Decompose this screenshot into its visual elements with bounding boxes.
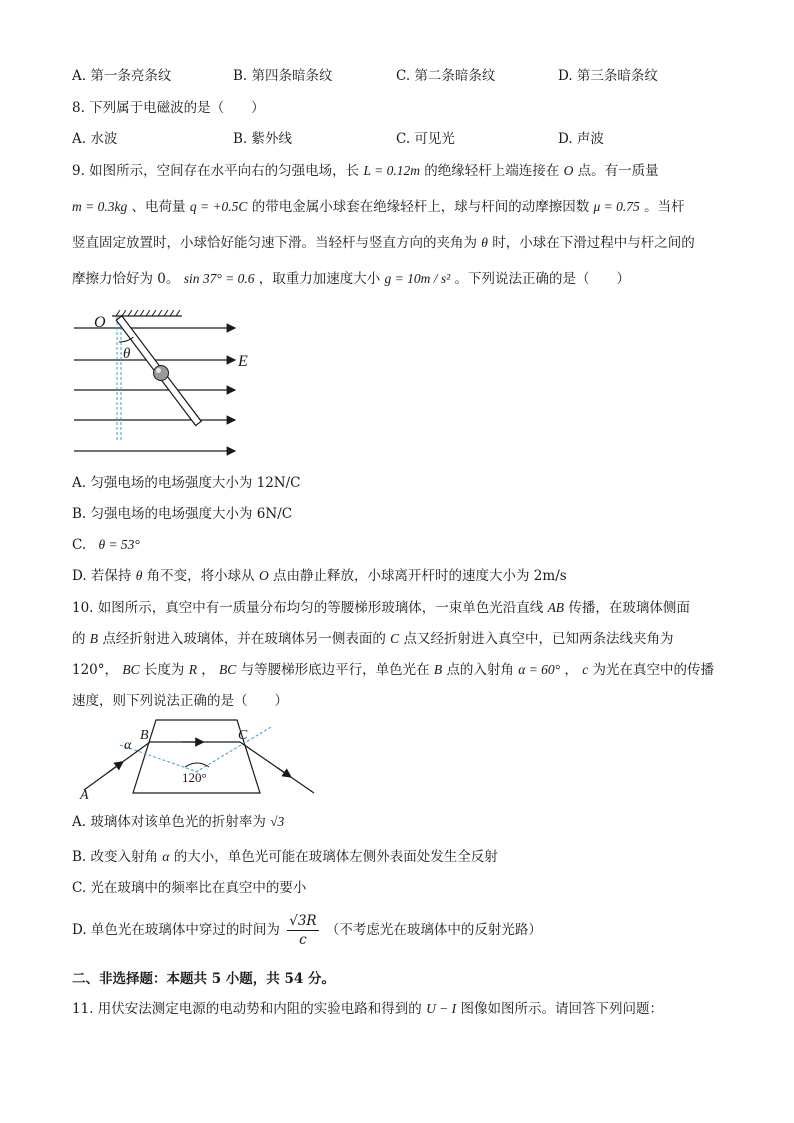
q9-text: 。下列说法正确的是（ ） (454, 271, 631, 287)
q8-stem: 8. 下列属于电磁波的是（ ） (72, 100, 265, 116)
q10-text: 与等腰梯形底边平行，单色光在 (240, 662, 430, 678)
label-o: O (94, 314, 106, 331)
q9-figure (72, 305, 272, 460)
label-120: 120° (182, 770, 207, 785)
q10-r: R (188, 662, 197, 677)
q9-text: ，取重力加速度大小 (258, 271, 381, 287)
normal-c (196, 727, 271, 772)
ceiling-hatch (116, 310, 180, 316)
q10-text: 传播，在玻璃体侧面 (568, 600, 690, 616)
q9-gravity-formula: g = 10m / s² (384, 271, 451, 286)
q9-charge-formula: q = +0.5C (189, 199, 248, 214)
q9-option-b: B. 匀强电场的电场强度大小为 6N/C (72, 506, 293, 522)
q10-text: 点又经折射进入真空中，已知两条法线夹角为 (403, 631, 674, 647)
q10-segment-bc: BC (122, 662, 140, 677)
q9-text: 。当杆 (644, 199, 685, 215)
q10-figure (72, 715, 322, 803)
q9-text: 竖直固定放置时，小球恰好能匀速下滑。当轻杆与竖直方向的夹角为 (72, 235, 477, 251)
q8-option-d: D. 声波 (558, 131, 604, 147)
q10-time-fraction (287, 912, 318, 949)
q10-sqrt3: √3 (270, 814, 285, 829)
q9-text: 的带电金属小球套在绝缘轻杆上，球与杆间的动摩擦因数 (251, 199, 590, 215)
q8-option-b: B. 紫外线 (233, 131, 293, 147)
q9-mass-formula: m = 0.3kg (72, 199, 128, 214)
q8-option-a: A. 水波 (72, 131, 118, 147)
q9-option-a: A. 匀强电场的电场强度大小为 12N/C (72, 475, 301, 491)
label-alpha: α (124, 738, 132, 753)
q9-text: 9. 如图所示，空间存在水平向右的匀强电场，长 (72, 163, 360, 179)
label-a: A (80, 788, 89, 803)
q10-alpha-formula: α = 60° (518, 662, 561, 677)
label-e: E (238, 353, 248, 370)
q9-option-c-formula: θ = 53° (98, 537, 140, 552)
q10-text: 长度为 (143, 662, 185, 678)
q10-stem-line-4: 速度，则下列说法正确的是（ ） (72, 693, 288, 709)
q9-text: 点由静止释放，小球离开杆时的速度大小为 2m/s (273, 568, 567, 584)
q10-text: ， (201, 662, 215, 678)
section-2-title: 二、非选择题：本题共 5 小题，共 54 分。 (72, 971, 335, 987)
emergent-arrow (277, 768, 288, 776)
q7-option-a: A. 第一条亮条纹 (72, 68, 172, 84)
q9-text: D. 若保持 (72, 568, 132, 584)
q11-text: 11. 用伏安法测定电源的电动势和内阻的实验电路和得到的 (72, 1001, 422, 1017)
q10-text: B. 改变入射角 (72, 849, 159, 865)
q9-text: 角不变，将小球从 (146, 568, 255, 584)
q10-text: D. 单色光在玻璃体中穿过的时间为 (72, 922, 280, 938)
q9-length-formula: L = 0.12m (363, 163, 420, 178)
q7-option-d: D. 第三条暗条纹 (558, 68, 658, 84)
label-b: B (140, 728, 149, 743)
q7-option-b: B. 第四条暗条纹 (233, 68, 333, 84)
q10-text: 点的入射角 (446, 662, 514, 678)
q10-option-a (72, 812, 284, 832)
q11-stem (72, 999, 663, 1019)
q10-text: 的大小，单色光可能在玻璃体左侧外表面处发生全反射 (173, 849, 498, 865)
q10-option-c: C. 光在玻璃中的频率比在真空中的要小 (72, 880, 307, 896)
q10-text: 120°， (72, 662, 119, 678)
q10-stem-line-2 (72, 629, 673, 649)
q9-theta: θ (481, 235, 488, 250)
q10-point-b: B (433, 662, 443, 677)
q10-text: 的 (72, 631, 86, 647)
q9-sin-formula: sin 37° = 0.6 (183, 271, 255, 286)
q10-segment-bc: BC (219, 662, 237, 677)
q10-alpha: α (162, 849, 170, 864)
q10-text: 10. 如图所示，真空中有一质量分布均匀的等腰梯形玻璃体，一束单色光沿直线 (72, 600, 544, 616)
q10-text: 点经折射进入玻璃体，并在玻璃体另一侧表面的 (102, 631, 386, 647)
q10-stem-line-1 (72, 598, 690, 618)
q7-option-c: C. 第二条暗条纹 (396, 68, 496, 84)
q10-text: ， (564, 662, 578, 678)
electric-field-lines (74, 328, 235, 451)
q10-text: （不考虑光在玻璃体中的反射光路） (325, 922, 542, 938)
incident-arrow (108, 764, 120, 773)
q9-option-c (72, 535, 140, 555)
q10-text: 为光在真空中的传播 (592, 662, 714, 678)
q9-theta: θ (135, 568, 143, 583)
metal-ball (154, 366, 169, 381)
q10-point-b: B (89, 631, 99, 646)
q11-ui-formula: U − I (426, 1001, 457, 1016)
q9-point-o: O (563, 163, 574, 178)
q9-stem-line-3 (72, 233, 695, 253)
q9-text: 、电荷量 (131, 199, 186, 215)
q10-option-b (72, 847, 498, 867)
q10-option-d (72, 912, 542, 949)
q8-option-c: C. 可见光 (396, 131, 455, 147)
fraction-numerator: √3R (289, 913, 317, 929)
q9-point-o: O (258, 568, 269, 583)
q10-stem-line-3 (72, 660, 714, 680)
q11-text: 图像如图所示。请回答下列问题： (460, 1001, 663, 1017)
q9-text: 的绝缘轻杆上端连接在 (424, 163, 560, 179)
q9-text: 摩擦力恰好为 0。 (72, 271, 180, 287)
q9-stem-line-1 (72, 161, 659, 181)
fraction-denominator: c (299, 932, 307, 948)
q10-line-ab: AB (547, 600, 565, 615)
label-c: C (238, 728, 248, 743)
label-theta: θ (123, 346, 131, 362)
q9-friction-formula: μ = 0.75 (593, 199, 640, 214)
q9-text: 点。有一质量 (577, 163, 659, 179)
q9-stem-line-4 (72, 269, 630, 289)
q10-text: A. 玻璃体对该单色光的折射率为 (72, 814, 266, 830)
q9-option-d (72, 566, 567, 586)
q9-text: 时，小球在下滑过程中与杆之间的 (492, 235, 695, 251)
q9-stem-line-2 (72, 197, 685, 217)
q10-point-c: C (390, 631, 400, 646)
normal-b (120, 745, 198, 772)
q9-option-c-label: C. (72, 537, 87, 553)
q10-c: c (582, 662, 589, 677)
